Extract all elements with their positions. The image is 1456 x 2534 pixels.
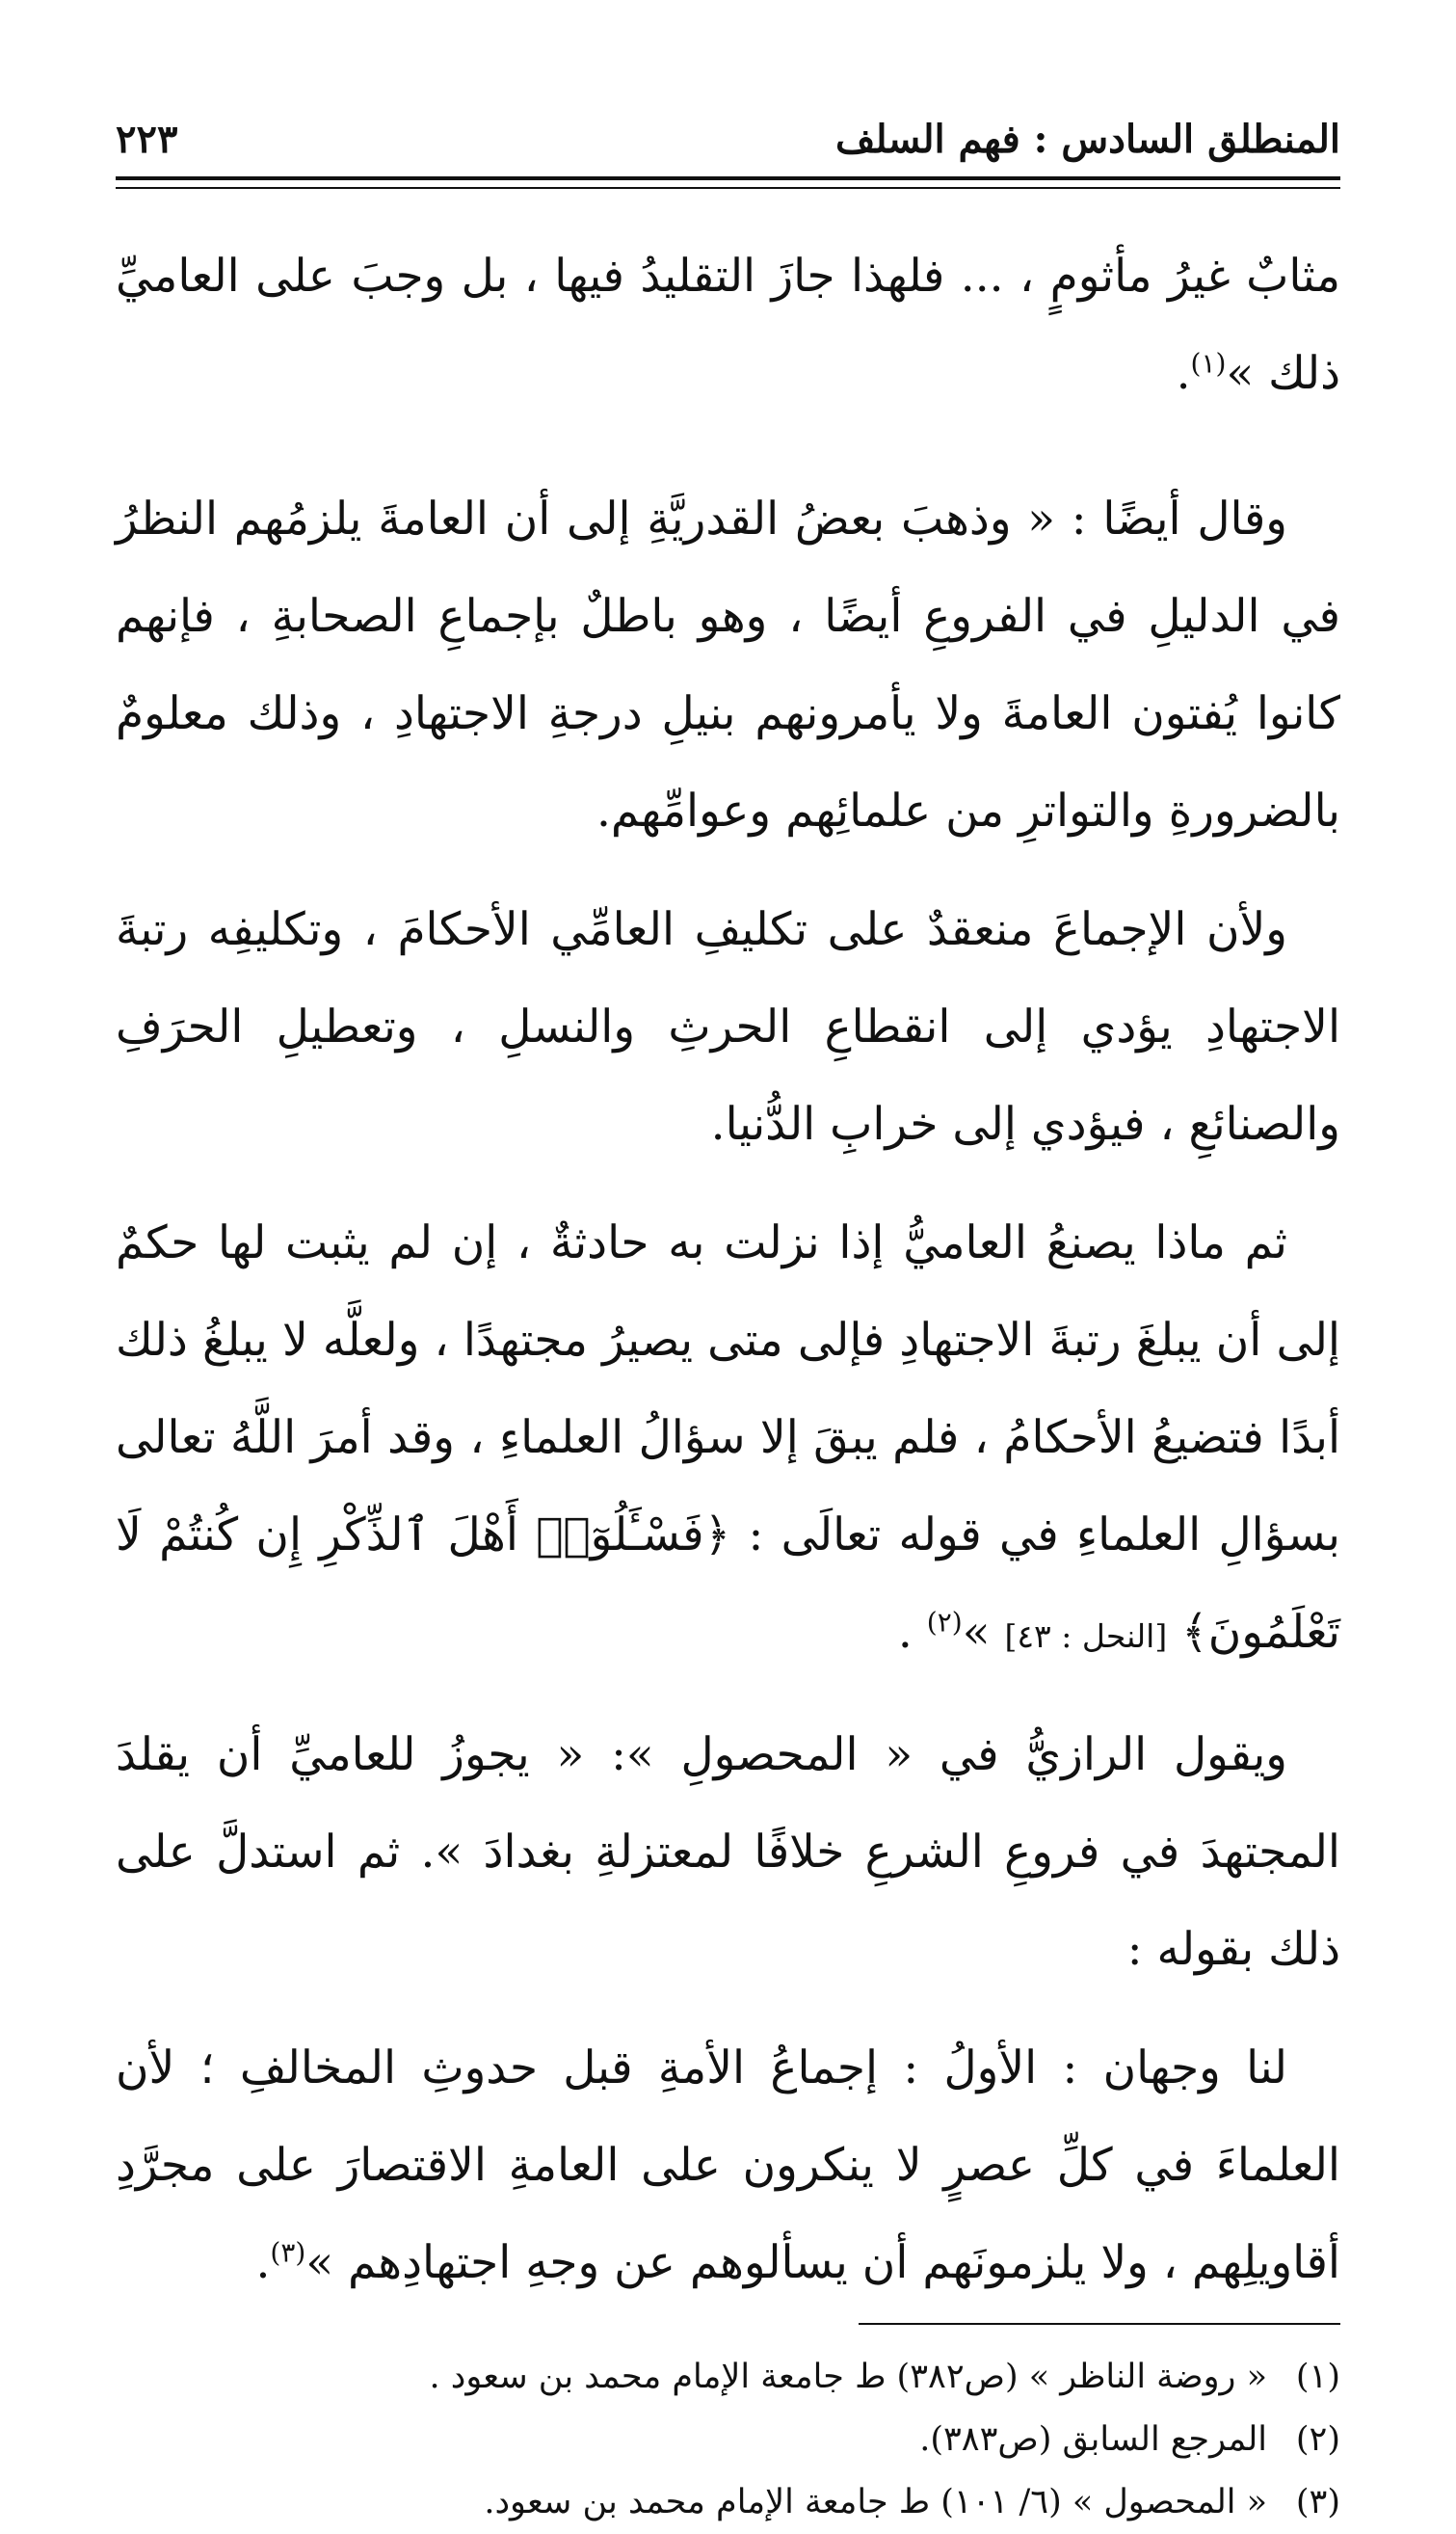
footnote-2 — [116, 2409, 1340, 2471]
quran-verse: ﴿فَسْـَٔلُوٓا۟ أَهْلَ ٱلذِّكْرِ إِن كُنتُمْ لَا تَعْلَمُونَ﴾ — [116, 1508, 1340, 1659]
footnote-text: المرجع السابق (ص٣٨٣). — [919, 2420, 1267, 2459]
footnote-number: (١) — [1295, 2358, 1340, 2396]
paragraph-1-text: مثابٌ غيرُ مأثومٍ ، ... فلهذا جازَ التقليدُ فيها ، بل وجبَ على العاميِّ ذلك » — [116, 250, 1340, 400]
paragraph-4-end: . — [897, 1606, 913, 1659]
footnote-separator — [859, 2323, 1340, 2325]
paragraph-4 — [116, 1194, 1340, 1685]
footnote-text: « روضة الناظر » (ص٣٨٢) ط جامعة الإمام محمد بن سعود . — [429, 2358, 1267, 2396]
paragraph-6-end: . — [255, 2236, 271, 2289]
paragraph-3: ولأن الإجماعَ منعقدٌ على تكليفِ العامِّي الأحكامَ ، وتكليفِه رتبةَ الاجتهادِ يؤدي إلى انقطاعِ الحرثِ والنسلِ ، وتعطيلِ الحرَفِ والصنائعِ ، فيؤدي إلى خرابِ الدُّنيا. — [116, 903, 1340, 1151]
paragraph-6 — [116, 2019, 1340, 2311]
surah-reference: [النحل : ٤٣] — [1004, 1617, 1168, 1655]
paragraph-4-text: ثم ماذا يصنعُ العاميُّ إذا نزلت به حادثةٌ ، إن لم يثبت لها حكمٌ إلى أن يبلغَ رتبةَ الاجتهادِ فإلى متى يصيرُ مجتهدًا ، ولعلَّه لا يبلغُ ذلك أبدًا فتضيعُ الأحكامُ ، فلم يبقَ إلا سؤالُ العلماءِ ، وقد أمرَ اللَّهُ تعالى بسؤالِ العلماءِ في قوله تعالَى : — [116, 1216, 1340, 1561]
footnote-number: (٣) — [1295, 2483, 1340, 2521]
paragraph-2: وقال أيضًا : « وذهبَ بعضُ القدريَّةِ إلى أن العامةَ يلزمُهم النظرُ في الدليلِ في الفروعِ أيضًا ، وهو باطلٌ بإجماعِ الصحابةِ ، فإنهم كانوا يُفتون العامةَ ولا يأمرونهم بنيلِ درجةِ الاجتهادِ ، وذلك معلومٌ بالضرورةِ والتواترِ من علمائِهم وعوامِّهم. — [116, 493, 1340, 838]
body-text — [116, 227, 1340, 2311]
paragraph-1 — [116, 227, 1340, 422]
footnote-number: (٢) — [1295, 2420, 1340, 2459]
footnotes — [116, 2346, 1340, 2534]
footnote-ref-3[interactable]: (٣) — [270, 2236, 306, 2269]
page-number: ٢٢٣ — [116, 117, 178, 162]
footnote-3 — [116, 2471, 1340, 2534]
paragraph-4-close-quote: » — [962, 1606, 991, 1659]
running-header — [116, 92, 1340, 173]
footnote-ref-1[interactable]: (١) — [1190, 347, 1227, 380]
footnote-text: « المحصول » (٦/ ١٠١) ط جامعة الإمام محمد بن سعود. — [484, 2483, 1267, 2521]
header-rule-thin — [116, 187, 1340, 189]
paragraph-6-text: لنا وجهان : الأولُ : إجماعُ الأمةِ قبل حدوثِ المخالفِ ؛ لأن العلماءَ في كلِّ عصرٍ لا ينكرون على العامةِ الاقتصارَ على مجرَّدِ أقاويلِهم ، ولا يلزمونَهم أن يسألوهم عن وجهِ اجتهادِهم » — [116, 2041, 1340, 2289]
footnote-ref-2[interactable]: (٢) — [926, 1606, 963, 1639]
paragraph-1-end: . — [1176, 347, 1191, 400]
footnote-1 — [116, 2346, 1340, 2409]
paragraph-5: ويقول الرازيُّ في « المحصولِ »: « يجوزُ للعاميِّ أن يقلدَ المجتهدَ في فروعِ الشرعِ خلافًا لمعتزلةِ بغدادَ ». ثم استدلَّ على ذلك بقوله : — [116, 1728, 1340, 1976]
header-rule-thick — [116, 176, 1340, 180]
header-title: المنطلق السادس : فهم السلف — [834, 117, 1340, 162]
